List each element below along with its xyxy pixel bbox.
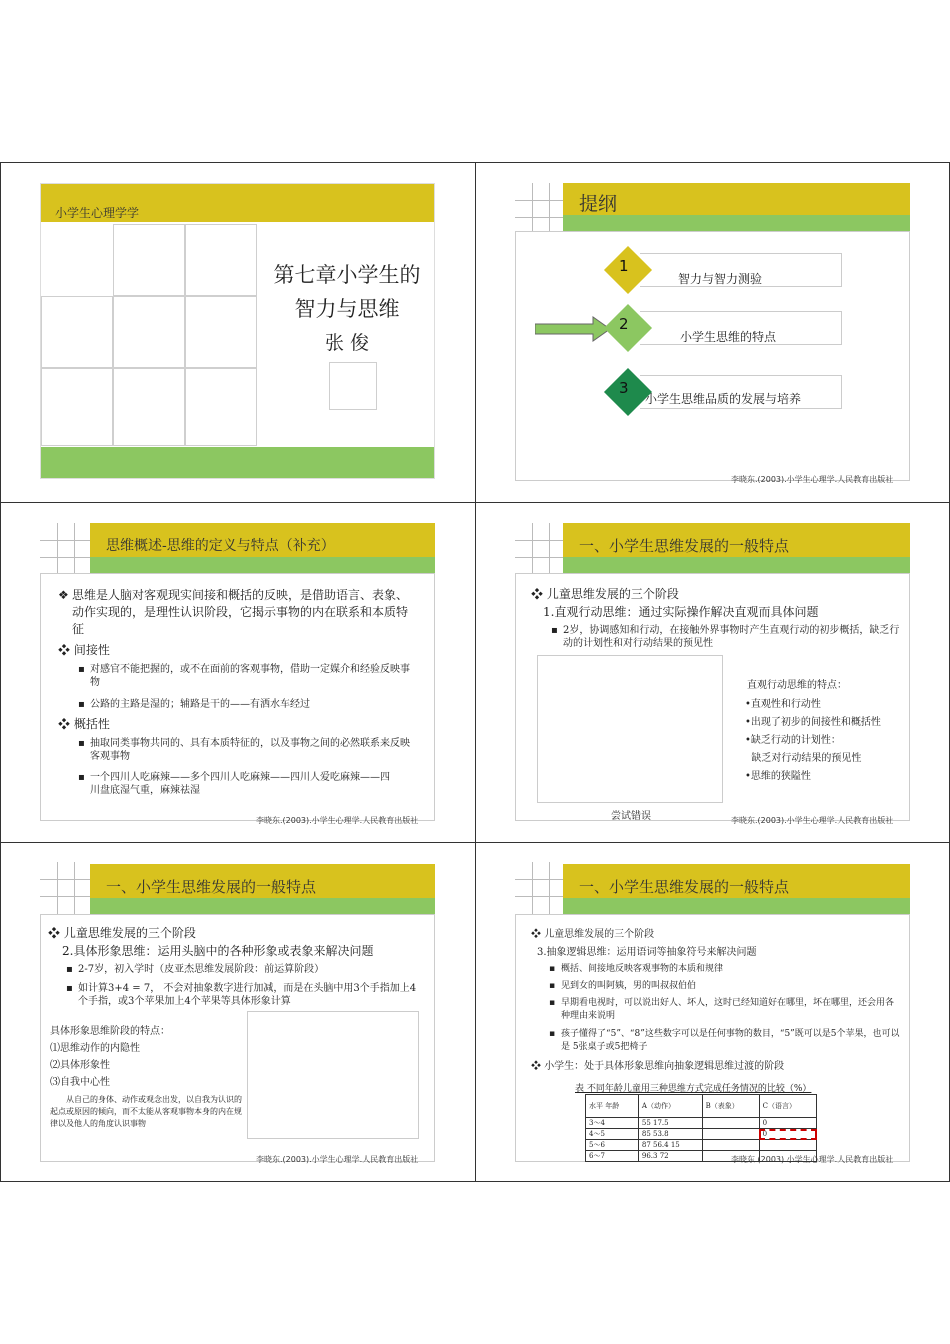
stages-label: 儿童思维发展的三个阶段 bbox=[544, 929, 655, 940]
image-caption: 尝试错误 bbox=[611, 811, 651, 822]
sub-item: ▪ 2岁，协调感知和行动，在接触外界事物时产生直观行动的初步概括，缺乏行动的计划性和对行动结果的预见性 bbox=[551, 625, 900, 649]
table-cell bbox=[702, 1140, 759, 1151]
grid-square bbox=[41, 368, 113, 446]
author: 张 俊 bbox=[324, 332, 370, 354]
table-cell bbox=[702, 1129, 759, 1140]
grid-square bbox=[185, 368, 257, 446]
table-cell: 55 17.5 bbox=[638, 1118, 702, 1129]
feature-item bbox=[58, 716, 110, 733]
side-title: 具体形象思维阶段的特点： bbox=[50, 1026, 170, 1037]
grid-decoration-icon bbox=[515, 523, 567, 575]
stages-item bbox=[531, 586, 679, 603]
side-item: •直观性和行动性 bbox=[745, 699, 821, 710]
outline-number: 1 bbox=[619, 257, 629, 275]
feature-item bbox=[58, 642, 110, 659]
sub-item: ▪ 公路的主路是湿的；辅路是干的——有洒水车经过 bbox=[78, 698, 418, 711]
table-row bbox=[586, 1129, 817, 1140]
side-item: ⑶自我中心性 bbox=[50, 1077, 110, 1088]
stage-title: 3.抽象逻辑思维：运用语词等抽象符号来解决问题 bbox=[537, 947, 757, 958]
table-cell: 0 bbox=[759, 1129, 816, 1140]
slide-5 bbox=[40, 862, 435, 1167]
table-cell: 96.3 72 bbox=[638, 1151, 702, 1162]
citation: 李晓东.(2003).小学生心理学.人民教育出版社 bbox=[731, 475, 894, 483]
table-header-cell: A（动作） bbox=[638, 1095, 702, 1118]
side-item: •思维的狭隘性 bbox=[745, 771, 811, 782]
grid-decoration-icon bbox=[40, 862, 92, 914]
sub-item-text: 2岁，协调感知和行动，在接触外界事物时产生直观行动的初步概括，缺乏行动的计划性和对行动结果的预见性 bbox=[563, 625, 900, 649]
sub-item: ▪ 一个四川人吃麻辣——多个四川人吃麻辣——四川人爱吃麻辣——四川盘底湿气重，麻辣祛湿 bbox=[78, 771, 398, 797]
comparison-table bbox=[585, 1094, 817, 1162]
stages-label: 儿童思维发展的三个阶段 bbox=[546, 587, 679, 601]
image-placeholder bbox=[247, 1011, 419, 1139]
table-cell: 3～4 bbox=[586, 1118, 639, 1129]
sub-item-text: 如计算3+4 = 7， 不会对抽象数字进行加减，而是在头脑中用3个手指加上4个手指，或3个苹果加上4个苹果等具体形象计算 bbox=[78, 983, 417, 1007]
bullet-diamond-icon: ❖ bbox=[531, 929, 541, 940]
table-cell: 85 53.8 bbox=[638, 1129, 702, 1140]
side-item: ⑵具体形象性 bbox=[50, 1060, 110, 1071]
sub-item: ▪ 概括、间接地反映客观事物的本质和规律 bbox=[549, 963, 901, 976]
feature-label: 概括性 bbox=[73, 717, 110, 731]
bullet-diamond-icon: ❖ bbox=[58, 717, 71, 731]
sub-item-text: 见到女的叫阿姨，男的叫叔叔伯伯 bbox=[561, 981, 697, 991]
slide-3 bbox=[40, 523, 435, 828]
outline-item-label: 智力与智力测验 bbox=[678, 272, 763, 286]
sub-item-text: 2-7岁，初入学时（皮亚杰思维发展阶段：前运算阶段） bbox=[78, 964, 325, 975]
transition-item bbox=[531, 1060, 784, 1073]
citation: 李晓东.(2003).小学生心理学.人民教育出版社 bbox=[256, 816, 419, 825]
table-header-cell: 水平 年龄 bbox=[586, 1095, 639, 1118]
header-accent-bar bbox=[563, 898, 910, 914]
row-divider-2 bbox=[0, 842, 950, 843]
image-placeholder bbox=[537, 655, 723, 803]
outline-number: 2 bbox=[619, 315, 629, 333]
sub-item: ▪ 见到女的叫阿姨，男的叫叔叔伯伯 bbox=[549, 980, 901, 993]
header-accent-bar bbox=[90, 557, 435, 573]
stage-title: 2.具体形象思维：运用头脑中的各种形象或表象来解决问题 bbox=[62, 944, 374, 958]
course-title: 小学生心理学学 bbox=[55, 206, 140, 220]
table-title: 表 不同年龄儿童用三种思维方式完成任务情况的比较（%） bbox=[575, 1084, 812, 1094]
grid-decoration-icon bbox=[515, 862, 567, 914]
stages-item bbox=[531, 928, 654, 941]
header-accent-bar bbox=[563, 557, 910, 573]
table-cell: 4～5 bbox=[586, 1129, 639, 1140]
definition-item bbox=[58, 587, 418, 638]
logo-placeholder bbox=[329, 362, 377, 410]
table-cell: 0 bbox=[759, 1118, 816, 1129]
sub-item: ▪ 孩子懂得了“5”、“8”这些数字可以是任何事物的数目，“5”既可以是5个苹果，也可以是 5张桌子或5把椅子 bbox=[549, 1029, 900, 1052]
header-accent-bar bbox=[90, 898, 435, 914]
chapter-title bbox=[267, 258, 427, 360]
grid-decoration-icon bbox=[40, 523, 92, 575]
slide-4 bbox=[515, 523, 910, 828]
transition-text: 小学生：处于具体形象思维向抽象逻辑思维过渡的阶段 bbox=[544, 1061, 785, 1072]
sub-item-text: 一个四川人吃麻辣——多个四川人吃麻辣——四川人爱吃麻辣——四川盘底湿气重，麻辣祛湿 bbox=[90, 772, 390, 796]
sub-item-text: 早期看电视时，可以说出好人、坏人，这时已经知道好在哪里，坏在哪里，还会用各种理由来说明 bbox=[561, 998, 895, 1021]
outline-item-label: 小学生思维品质的发展与培养 bbox=[645, 392, 802, 406]
citation: 李晓东.(2003).小学生心理学.人民教育出版社 bbox=[731, 1155, 894, 1164]
definition-text: 思维是人脑对客观现实间接和概括的反映，是借助语言、表象、动作实现的，是理性认识阶段，它揭示事物的内在联系和本质特征 bbox=[72, 588, 409, 636]
citation: 李晓东.(2003).小学生心理学.人民教育出版社 bbox=[731, 816, 894, 825]
stages-item bbox=[48, 925, 196, 942]
table-header-cell: C（语言） bbox=[759, 1095, 816, 1118]
table-cell bbox=[702, 1118, 759, 1129]
column-divider bbox=[475, 162, 476, 1182]
side-item: 缺乏对行动结果的预见性 bbox=[745, 753, 862, 764]
bullet-diamond-icon: ❖ bbox=[531, 1061, 541, 1072]
outline-item-label: 小学生思维的特点 bbox=[680, 330, 777, 344]
sub-item-text: 公路的主路是湿的；辅路是干的——有洒水车经过 bbox=[90, 699, 310, 710]
side-item: •缺乏行动的计划性： bbox=[745, 735, 841, 746]
citation: 李晓东.(2003).小学生心理学.人民教育出版社 bbox=[256, 1155, 419, 1164]
outline-heading: 提纲 bbox=[579, 193, 618, 215]
sub-item-text: 对感官不能把握的，或不在面前的客观事物，借助一定媒介和经验反映事物 bbox=[90, 664, 410, 688]
slide-heading: 一、小学生思维发展的一般特点 bbox=[579, 878, 790, 896]
side-title: 直观行动思维的特点： bbox=[747, 680, 847, 691]
sub-item: ▪ 对感官不能把握的，或不在面前的客观事物，借助一定媒介和经验反映事物 bbox=[78, 663, 418, 689]
feature-label: 间接性 bbox=[73, 643, 110, 657]
slide-footer-bar bbox=[41, 447, 435, 479]
slide-heading: 一、小学生思维发展的一般特点 bbox=[579, 537, 790, 555]
slide-heading: 一、小学生思维发展的一般特点 bbox=[106, 878, 317, 896]
chapter-title-line1: 第七章小学生的 bbox=[273, 263, 421, 287]
side-item: ⑴思维动作的内隐性 bbox=[50, 1043, 140, 1054]
sub-item: ▪ 早期看电视时，可以说出好人、坏人，这时已经知道好在哪里，坏在哪里，还会用各种理由来说明 bbox=[549, 997, 901, 1023]
grid-square bbox=[113, 368, 185, 446]
sub-item: ▪ 抽取同类事物共同的、具有本质特征的，以及事物之间的必然联系来反映客观事物 bbox=[78, 737, 418, 763]
header-accent-bar bbox=[563, 215, 910, 231]
table-row bbox=[586, 1140, 817, 1151]
arrow-right-icon bbox=[535, 316, 611, 342]
grid-square bbox=[113, 224, 185, 296]
slide-2 bbox=[515, 183, 910, 483]
sub-item-text: 抽取同类事物共同的、具有本质特征的，以及事物之间的必然联系来反映客观事物 bbox=[90, 738, 410, 762]
grid-decoration-icon bbox=[515, 183, 567, 235]
slide-heading: 思维概述-思维的定义与特点（补充） bbox=[106, 538, 335, 554]
grid-square bbox=[185, 296, 257, 368]
slide-6 bbox=[515, 862, 910, 1167]
sub-item-text: 孩子懂得了“5”、“8”这些数字可以是任何事物的数目，“5”既可以是5个苹果，也可以是 5张桌子或5把椅子 bbox=[561, 1029, 900, 1052]
bullet-diamond-icon: ❖ bbox=[58, 588, 69, 602]
bullet-diamond-icon: ❖ bbox=[58, 643, 71, 657]
sub-item: ▪ 2-7岁，初入学时（皮亚杰思维发展阶段：前运算阶段） bbox=[66, 963, 426, 976]
outline-number: 3 bbox=[619, 379, 629, 397]
stage-title: 1.直观行动思维：通过实际操作解决直观而具体问题 bbox=[543, 605, 819, 619]
bullet-diamond-icon: ❖ bbox=[48, 926, 61, 940]
side-item: •出现了初步的间接性和概括性 bbox=[745, 717, 881, 728]
table-row bbox=[586, 1118, 817, 1129]
grid-square bbox=[185, 224, 257, 296]
table-header-cell: B（表象） bbox=[702, 1095, 759, 1118]
stages-label: 儿童思维发展的三个阶段 bbox=[63, 926, 196, 940]
table-cell: 87 56.4 15 bbox=[638, 1140, 702, 1151]
table-cell: 6～7 bbox=[586, 1151, 639, 1162]
row-divider-1 bbox=[0, 502, 950, 503]
grid-square bbox=[113, 296, 185, 368]
table-cell: 5～6 bbox=[586, 1140, 639, 1151]
bullet-diamond-icon: ❖ bbox=[531, 587, 544, 601]
sub-item-text: 概括、间接地反映客观事物的本质和规律 bbox=[561, 964, 724, 974]
sub-item: ▪ 如计算3+4 = 7， 不会对抽象数字进行加减，而是在头脑中用3个手指加上4个手指，或3个苹果加上4个苹果等具体形象计算 bbox=[66, 982, 421, 1008]
table-cell bbox=[759, 1140, 816, 1151]
note-text: 从自己的身体、动作或观念出发，以自我为认识的起点或原因的倾向，而不太能从客观事物本身的内在规律以及他人的角度认识事物 bbox=[50, 1095, 242, 1128]
grid-square bbox=[41, 296, 113, 368]
slide-1 bbox=[40, 183, 435, 479]
chapter-title-line2: 智力与思维 bbox=[294, 297, 400, 321]
table-header-row bbox=[586, 1095, 817, 1118]
